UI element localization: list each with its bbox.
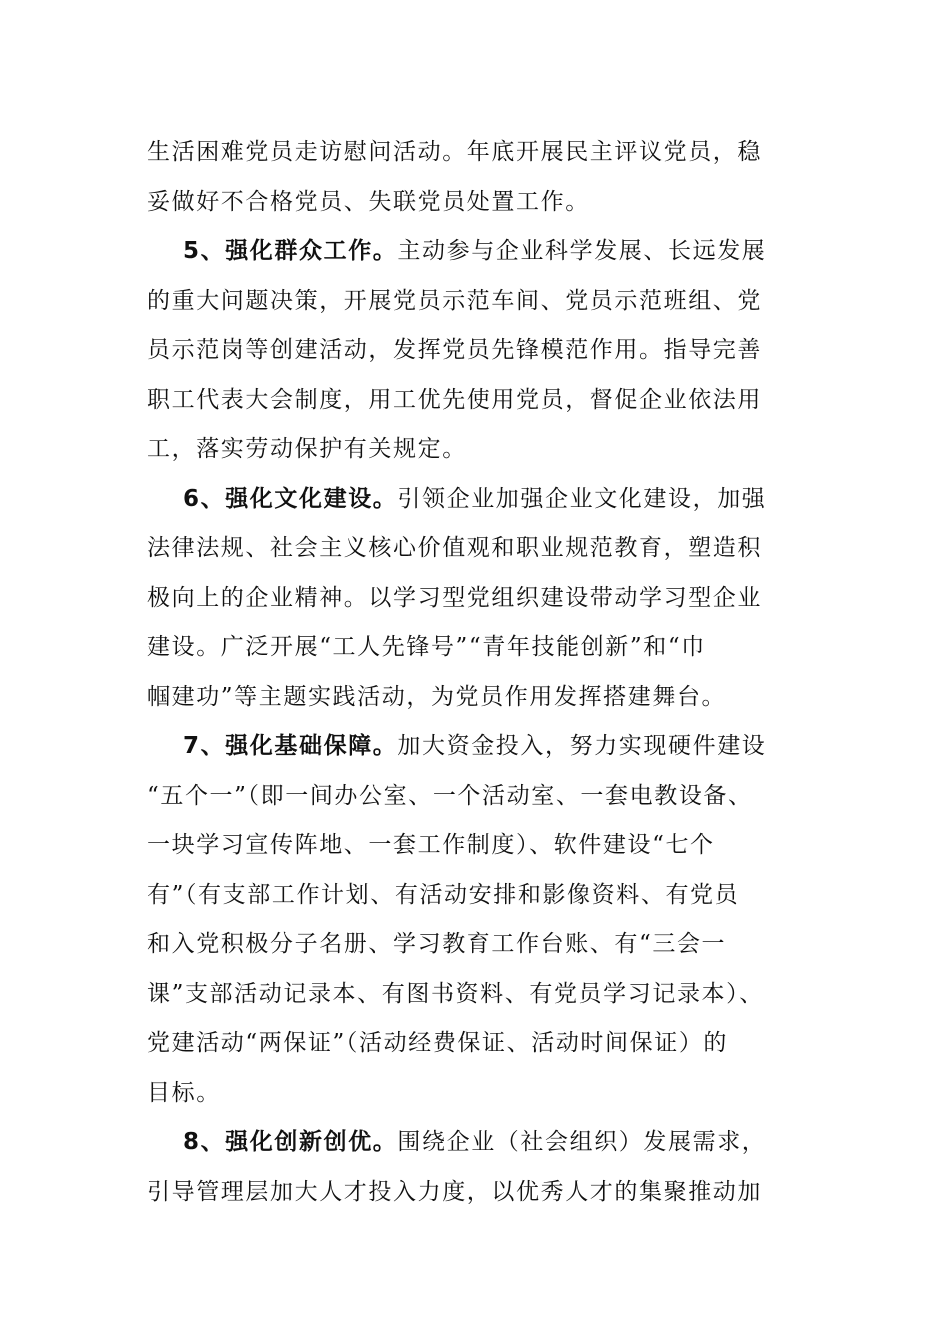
text-line (147, 1019, 827, 1069)
line-text: 引领企业加强企业文化建设，加强 (397, 485, 767, 512)
line-text: 职工代表大会制度，用工优先使用党员，督促企业依法用 (147, 386, 762, 413)
text-line (147, 524, 827, 574)
section-heading: 5、强化群众工作。 (183, 238, 398, 264)
line-text: 有”（有支部工作计划、有活动安排和影像资料、有党员 (147, 881, 740, 908)
line-text: 妥做好不合格党员、失联党员处置工作。 (147, 188, 590, 215)
line-text: 围绕企业（社会组织）发展需求， (397, 1129, 767, 1155)
text-line (147, 178, 827, 228)
section-heading-line (147, 1118, 827, 1168)
section-heading-line (147, 722, 827, 772)
line-text: 主动参与企业科学发展、长远发展 (397, 238, 767, 264)
line-text: 法律法规、社会主义核心价值观和职业规范教育，塑造积 (147, 535, 762, 561)
text-line (147, 376, 827, 426)
text-line (147, 1168, 827, 1218)
line-text: 一块学习宣传阵地、一套工作制度）、软件建设“七个 (147, 832, 715, 858)
line-text: 党建活动“两保证”（活动经费保证、活动时间保证）的 (147, 1030, 729, 1056)
line-text: 的重大问题决策，开展党员示范车间、党员示范班组、党 (147, 287, 762, 314)
text-line (147, 326, 827, 376)
text-line (147, 277, 827, 327)
line-text: 引导管理层加大人才投入力度，以优秀人才的集聚推动加 (147, 1178, 762, 1205)
line-text: “五个一”（即一间办公室、一个活动室、一套电教设备、 (147, 782, 753, 809)
section-heading-line (147, 227, 827, 277)
text-line (147, 673, 827, 723)
section-heading: 6、强化文化建设。 (183, 485, 398, 512)
text-line (147, 425, 827, 475)
section-heading: 8、强化创新创优。 (183, 1129, 398, 1155)
section-heading-line (147, 475, 827, 525)
line-text: 生活困难党员走访慰问活动。年底开展民主评议党员，稳 (147, 139, 762, 165)
text-line (147, 970, 827, 1020)
section-heading: 7、强化基础保障。 (183, 733, 398, 759)
text-line (147, 574, 827, 624)
line-text: 帼建功”等主题实践活动，为党员作用发挥搭建舞台。 (147, 683, 727, 710)
line-text: 工，落实劳动保护有关规定。 (147, 436, 467, 462)
text-line (147, 920, 827, 970)
line-text: 极向上的企业精神。以学习型党组织建设带动学习型企业 (147, 584, 762, 611)
line-text: 员示范岗等创建活动，发挥党员先锋模范作用。指导完善 (147, 337, 762, 363)
line-text: 和入党积极分子名册、学习教育工作台账、有“三会一 (147, 931, 727, 957)
text-line (147, 772, 827, 822)
line-text: 课”支部活动记录本、有图书资料、有党员学习记录本）、 (147, 980, 764, 1007)
line-text: 加大资金投入，努力实现硬件建设 (397, 733, 767, 759)
line-text: 建设。广泛开展“工人先锋号”“青年技能创新”和“巾 (147, 634, 706, 660)
text-line (147, 128, 827, 178)
text-line (147, 1069, 827, 1119)
document-body (147, 128, 827, 1217)
text-line (147, 821, 827, 871)
text-line (147, 623, 827, 673)
text-line (147, 871, 827, 921)
line-text: 目标。 (147, 1079, 221, 1106)
